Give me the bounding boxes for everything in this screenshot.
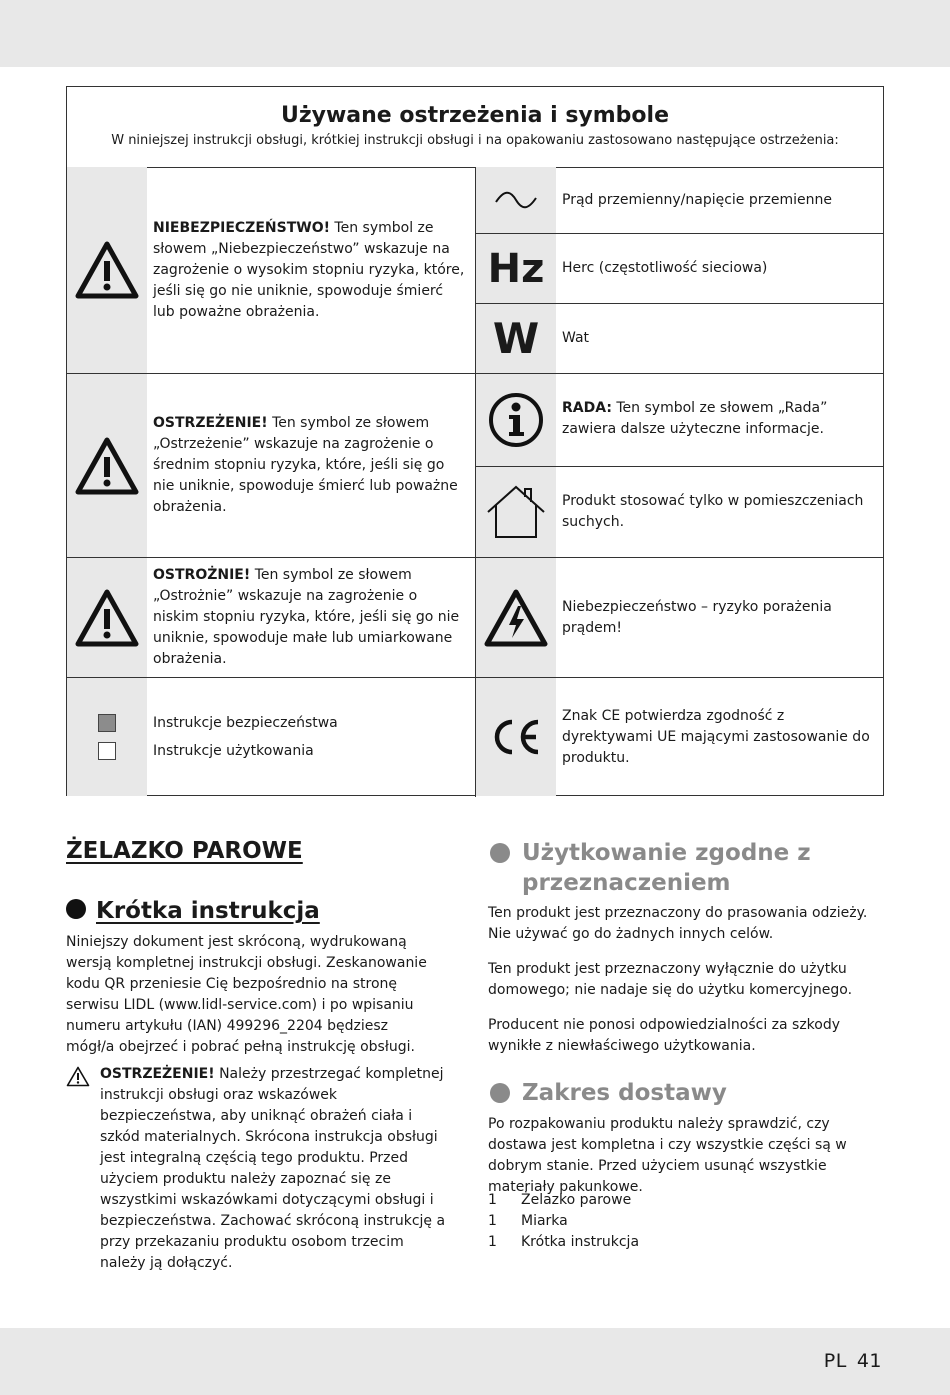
tip-label: RADA: [562,400,612,416]
ce-mark-icon [476,678,556,796]
electric-shock-icon [476,558,556,677]
page-number: 41 [856,1350,882,1372]
warning-text: Ten symbol ze słowem „Ostrzeżenie” wskazuje na zagrożenie o średnim stopniu ryzyka, które, jeśli się go nie uniknie, spowoduje śmierć lub poważne obrażenia. [153,415,458,515]
ac-text: Prąd przemienny/napięcie przemienne [562,191,832,208]
danger-text: Ten symbol ze słowem „Niebezpieczeństwo” wskazuje na zagrożenie o wysokim stopniu ryzyka, które, jeśli się go nie uniknie, spowoduje śmierć lub poważne obrażenia. [153,219,465,320]
danger-label: NIEBEZPIECZEŃSTWO! [153,219,330,236]
hz-cell [476,234,883,303]
list-item: 1 Żelazko parowe [488,1192,632,1208]
ac-wave-icon [476,167,556,233]
list-item: 1 Krótka instrukcja [488,1234,640,1250]
watt-cell [476,304,883,373]
danger-cell [67,167,475,373]
short-paragraph: Niniejszy dokument jest skróconą, wydrukowaną wersją kompletnej instrukcji obsługi. Zeskanowanie kodu QR przeniesie Cię bezpośrednio na stronę serwisu LIDL (www.lidl-service.com) i po wpisaniu numeru artykułu (IAN) 499296_2204 będziesz mógł/a obejrzeć i pobrać pełną instrukcję obsługi. [66,934,427,1055]
warning-small-icon [66,1066,90,1094]
tip-text: Ten symbol ze słowem „Rada” zawiera dalsze użyteczne informacje. [562,400,828,437]
delivery-list [488,1190,639,1253]
shock-cell [476,558,883,677]
intended-p1: Ten produkt jest przeznaczony do prasowania odzieży. Nie używać go do żadnych innych celów. [488,905,868,942]
indoor-text: Produkt stosować tylko w pomieszczeniach suchych. [562,493,864,530]
warning-triangle-icon [67,374,147,557]
top-band [0,0,950,67]
list-item: 1 Miarka [488,1213,568,1229]
ce-text: Znak CE potwierdza zgodność z dyrektywami UE mającymi zastosowanie do produktu. [562,707,870,766]
instructions-legend-cell [67,678,475,796]
indoor-cell [476,467,883,557]
short-warning-label: OSTRZEŻENIE! [100,1066,215,1082]
hz-icon: Hz [476,234,556,303]
ac-cell [476,167,883,233]
house-icon [476,467,556,557]
intended-p2: Ten produkt jest przeznaczony wyłącznie do użytku domowego; nie nadaje się do użytku komercyjnego. [488,961,853,998]
usage-square-icon [98,742,116,760]
table-title: Używane ostrzeżenia i symbole [280,103,670,128]
caution-cell [67,558,475,677]
watt-text: Wat [562,330,590,346]
shock-text: Niebezpieczeństwo – ryzyko porażenia prądem! [562,598,832,636]
bullet-dot-icon [490,1083,510,1103]
caution-text: Ten symbol ze słowem „Ostrożnie” wskazuje na zagrożenie o niskim stopniu ryzyka, które, jeśli się go nie uniknie, spowoduje małe lub umiarkowane obrażenia. [153,567,460,667]
warning-label: OSTRZEŻENIE! [153,415,268,431]
page-footer [814,1350,882,1372]
delivery-heading: Zakres dostawy [488,1078,888,1108]
info-icon [476,374,556,466]
delivery-paragraph: Po rozpakowaniu produktu należy sprawdzić, czy dostawa jest kompletna i czy wszystkie części są w dobrym stanie. Przed użyciem usunąć wszystkie materiały pakunkowe. [488,1116,847,1195]
safety-instructions-label: Instrukcje bezpieczeństwa [153,714,338,731]
product-title: ŻELAZKO PAROWE [66,838,303,864]
bullet-dot-icon [490,843,510,863]
caution-label: OSTROŻNIE! [153,567,251,583]
caution-triangle-icon [67,558,147,677]
bullet-dot-icon [66,899,86,919]
tip-cell [476,374,883,466]
intended-heading: Użytkowanie zgodne z przeznaczeniem [488,838,888,898]
short-warning-text: Należy przestrzegać kompletnej instrukcji obsługi oraz wskazówek bezpieczeństwa, aby uniknąć obrażeń ciała i szkód materialnych. Skrócona instrukcja obsługi jest integralną częścią tego produktu. Przed użyciem produktu należy zapoznać się ze wszystkimi wskazówkami dotyczącymi obsługi i bezpieczeństwa. Zachować skróconą instrukcję a przy przekazaniu produktu osobom trzecim należy ją dołączyć. [100,1066,446,1271]
symbols-table [66,86,884,796]
safety-square-icon [98,714,116,732]
hz-text: Herc (częstotliwość sieciowa) [562,260,768,276]
bottom-band [0,1328,950,1395]
intended-p3: Producent nie ponosi odpowiedzialności za szkody wynikłe z niewłaściwego użytkowania. [488,1017,841,1054]
ce-cell [476,678,883,796]
short-heading: Krótka instrukcja [66,896,320,926]
warning-cell [67,374,475,557]
table-subtitle: W niniejszej instrukcji obsługi, krótkiej instrukcji obsługi i na opakowaniu zastosowano następujące ostrzeżenia: [111,133,839,148]
watt-icon: W [476,304,556,373]
language-code: PL [823,1350,847,1372]
usage-instructions-label: Instrukcje użytkowania [153,742,314,759]
table-header [67,87,883,168]
danger-triangle-icon [67,167,147,373]
